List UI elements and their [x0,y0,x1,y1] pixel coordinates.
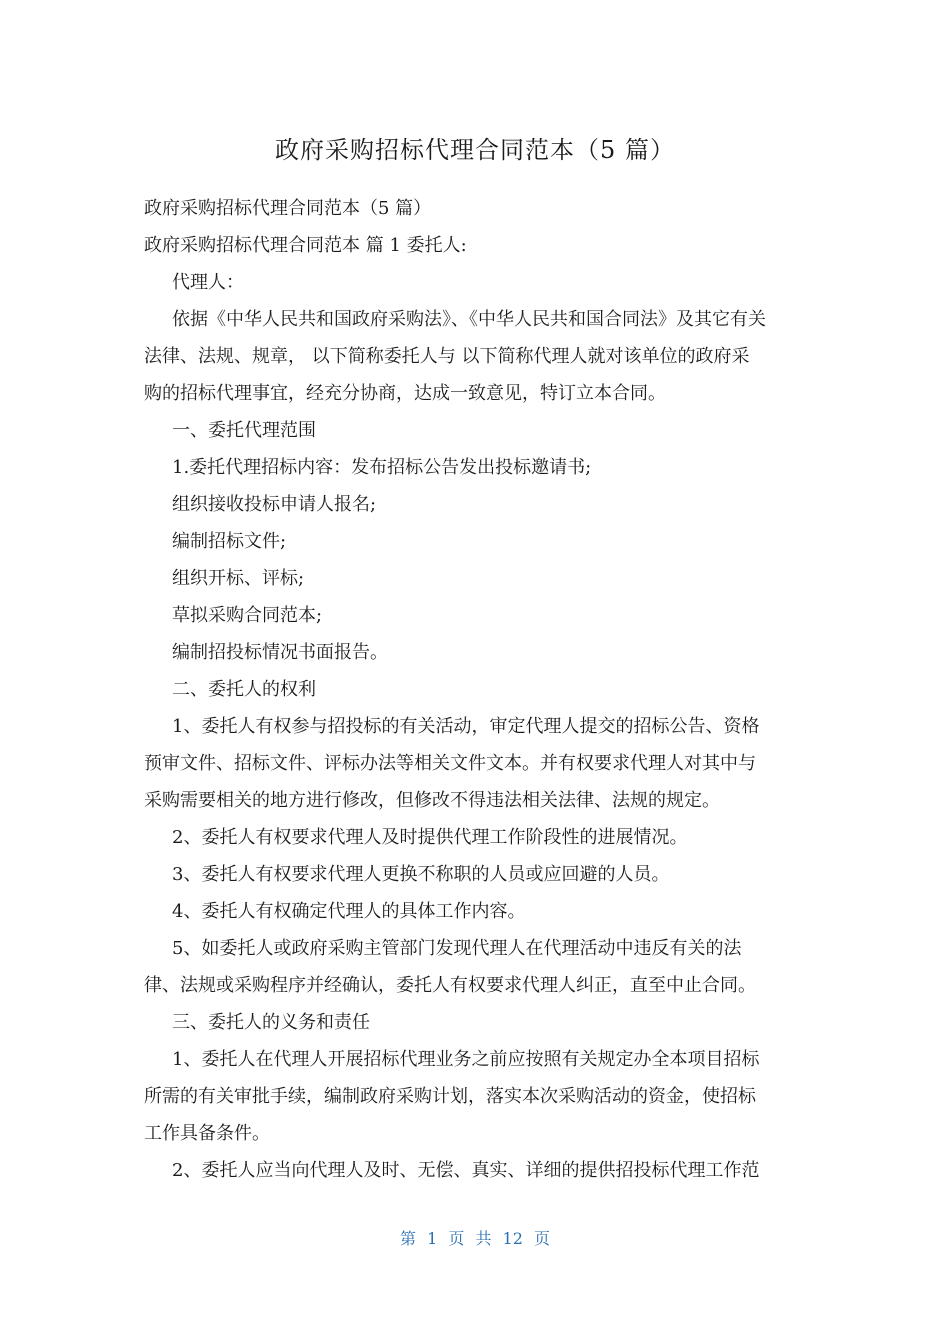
text-line: 二、委托人的权利 [172,679,316,700]
text-line: 预审文件、招标文件、评标办法等相关文件文本。并有权要求代理人对其中与 [144,753,756,774]
text-line: 编制招标文件; [172,531,287,552]
text-line: 组织接收投标申请人报名; [172,494,377,515]
text-line: 1、委托人有权参与招投标的有关活动，审定代理人提交的招标公告、资格 [172,716,760,737]
text-line: 2、委托人有权要求代理人及时提供代理工作阶段性的进展情况。 [172,827,688,848]
text-line: 律、法规或采购程序并经确认，委托人有权要求代理人纠正，直至中止合同。 [144,975,756,996]
text-line: 5、如委托人或政府采购主管部门发现代理人在代理活动中违反有关的法 [172,938,742,959]
text-line: 草拟采购合同范本; [172,605,323,626]
text-line: 3、委托人有权要求代理人更换不称职的人员或应回避的人员。 [172,864,670,885]
text-line: 1.委托代理招标内容：发布招标公告发出投标邀请书; [172,457,592,478]
text-line: 采购需要相关的地方进行修改，但修改不得违法相关法律、法规的规定。 [144,790,720,811]
text-line: 4、委托人有权确定代理人的具体工作内容。 [172,901,526,922]
text-line: 工作具备条件。 [144,1123,270,1144]
text-line: 2、委托人应当向代理人及时、无偿、真实、详细的提供招投标代理工作范 [172,1160,760,1181]
text-line: 所需的有关审批手续，编制政府采购计划，落实本次采购活动的资金，使招标 [144,1086,756,1107]
page-footer: 第 1 页 共 12 页 [400,1229,550,1248]
text-line: 购的招标代理事宜，经充分协商，达成一致意见，特订立本合同。 [144,383,666,404]
document-title: 政府采购招标代理合同范本（5 篇） [275,136,675,164]
text-line: 政府采购招标代理合同范本（5 篇） [144,198,432,219]
text-line: 法律、法规、规章， 以下简称委托人与 以下简称代理人就对该单位的政府采 [144,346,750,367]
text-line: 编制招投标情况书面报告。 [172,642,388,663]
text-line: 代理人： [172,272,244,293]
text-line: 1、委托人在代理人开展招标代理业务之前应按照有关规定办全本项目招标 [172,1049,760,1070]
text-line: 一、委托代理范围 [172,420,316,441]
text-line: 三、委托人的义务和责任 [172,1012,370,1033]
text-line: 组织开标、评标; [172,568,305,589]
text-line: 依据《中华人民共和国政府采购法》、《中华人民共和国合同法》及其它有关 [172,309,766,330]
text-line: 政府采购招标代理合同范本 篇 1 委托人: [144,235,467,256]
document-body [144,190,812,1189]
